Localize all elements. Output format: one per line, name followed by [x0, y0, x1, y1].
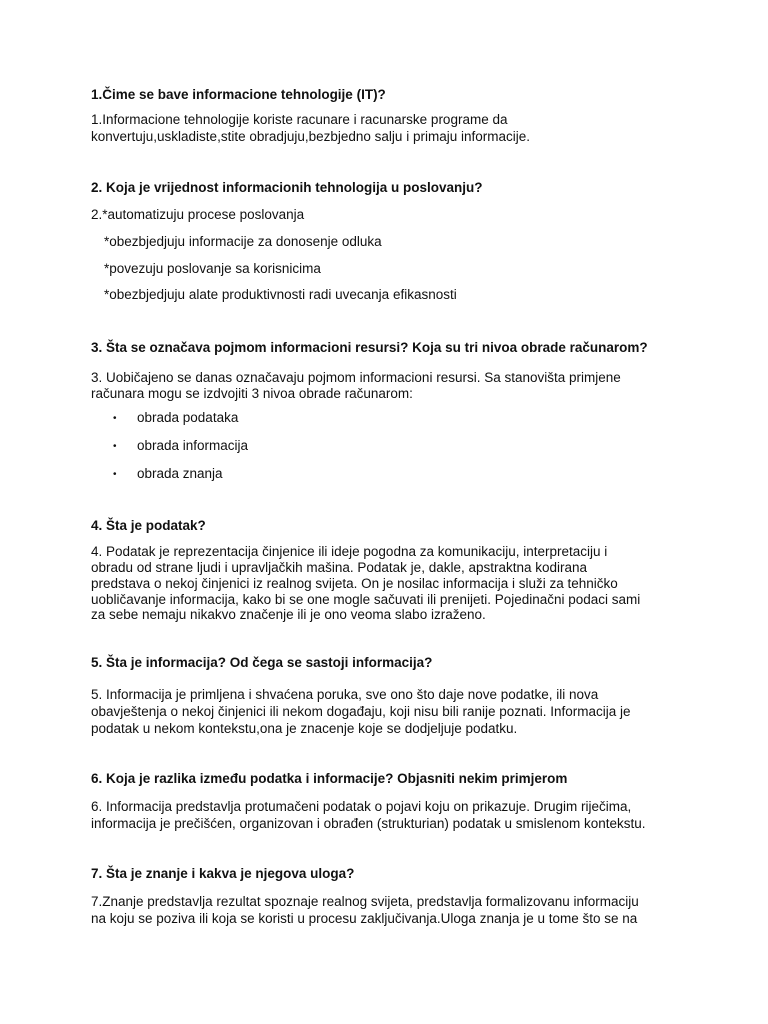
answer-4-line-2: obradu od strane ljudi i upravljačkih mašina. Podatak je, dakle, apstraktna kodirana: [91, 560, 588, 575]
question-4: 4. Šta je podatak?: [91, 518, 206, 533]
answer-6-line-2: informacija je prečišćen, organizovan i obrađen (strukturian) podatak u smislenom kontekstu.: [91, 816, 646, 831]
answer-7-line-2: na koju se poziva ili koja se koristi u procesu zaključivanja.Uloga znanja je u tome što se na: [91, 911, 638, 926]
answer-6-line-1: 6. Informacija predstavlja protumačeni podatak o pojavi koju on prikazuje. Drugim riječima,: [91, 799, 632, 814]
list-item: [113, 409, 238, 428]
question-5: 5. Šta je informacija? Od čega se sastoji informacija?: [91, 655, 433, 670]
answer-3-line-1: 3. Uobičajeno se danas označavaju pojmom informacioni resursi. Sa stanovišta primjene: [91, 370, 621, 385]
answer-2-line-2: *obezbjedjuju informacije za donosenje odluka: [104, 234, 382, 249]
question-2: 2. Koja je vrijednost informacionih tehnologija u poslovanju?: [91, 180, 483, 195]
bullet-icon: •: [113, 413, 117, 424]
answer-3-line-2: računara mogu se izdvojiti 3 nivoa obrade računarom:: [91, 386, 413, 401]
list-item-label: obrada podataka: [137, 410, 239, 425]
list-item: [113, 465, 223, 484]
answer-4-line-1: 4. Podatak je reprezentacija činjenice ili ideje pogodna za komunikaciju, interpretaciju i: [91, 544, 608, 559]
answer-4-line-3: predstava o nekoj činjenici iz realnog svijeta. On je nosilac informacija i služi za tehničko: [91, 576, 618, 591]
answer-1-line-1: 1.Informacione tehnologije koriste racunare i racunarske programe da: [91, 112, 508, 127]
list-item-label: obrada informacija: [137, 438, 249, 453]
question-7: 7. Šta je znanje i kakva je njegova uloga?: [91, 866, 355, 881]
list-item-label: obrada znanja: [137, 466, 223, 481]
answer-5-line-2: obavještenja o nekoj činjenici ili nekom događaju, koji nisu bili ranije poznati. Informacija je: [91, 704, 631, 719]
question-6: 6. Koja je razlika između podatka i informacije? Objasniti nekim primjerom: [91, 771, 568, 786]
bullet-icon: •: [113, 469, 117, 480]
answer-4-line-4: uobličavanje informacija, kako bi se one mogle sačuvati ili prenijeti. Pojedinačni podaci sami: [91, 592, 641, 607]
answer-5-line-1: 5. Informacija je primljena i shvaćena poruka, sve ono što daje nove podatke, ili nova: [91, 687, 599, 702]
question-1: 1.Čime se bave informacione tehnologije (IT)?: [91, 87, 386, 102]
question-3: 3. Šta se označava pojmom informacioni resursi? Koja su tri nivoa obrade računarom?: [91, 340, 648, 355]
answer-7-line-1: 7.Znanje predstavlja rezultat spoznaje realnog svijeta, predstavlja formalizovanu informaciju: [91, 894, 639, 909]
answer-1-line-2: konvertuju,uskladiste,stite obradjuju,bezbjedno salju i primaju informacije.: [91, 129, 530, 144]
list-item: [113, 437, 248, 456]
answer-4-line-5: za sebe nemaju nikakvo značenje ili je ono veoma slabo izraženo.: [91, 607, 486, 622]
answer-2-line-4: *obezbjedjuju alate produktivnosti radi uvecanja efikasnosti: [104, 287, 457, 302]
answer-2-line-1: 2.*automatizuju procese poslovanja: [91, 207, 305, 222]
answer-2-line-3: *povezuju poslovanje sa korisnicima: [104, 261, 321, 276]
answer-5-line-3: podatak u nekom kontekstu,ona je znacenje koje se dodjeljuje podatku.: [91, 721, 518, 736]
bullet-icon: •: [113, 441, 117, 452]
